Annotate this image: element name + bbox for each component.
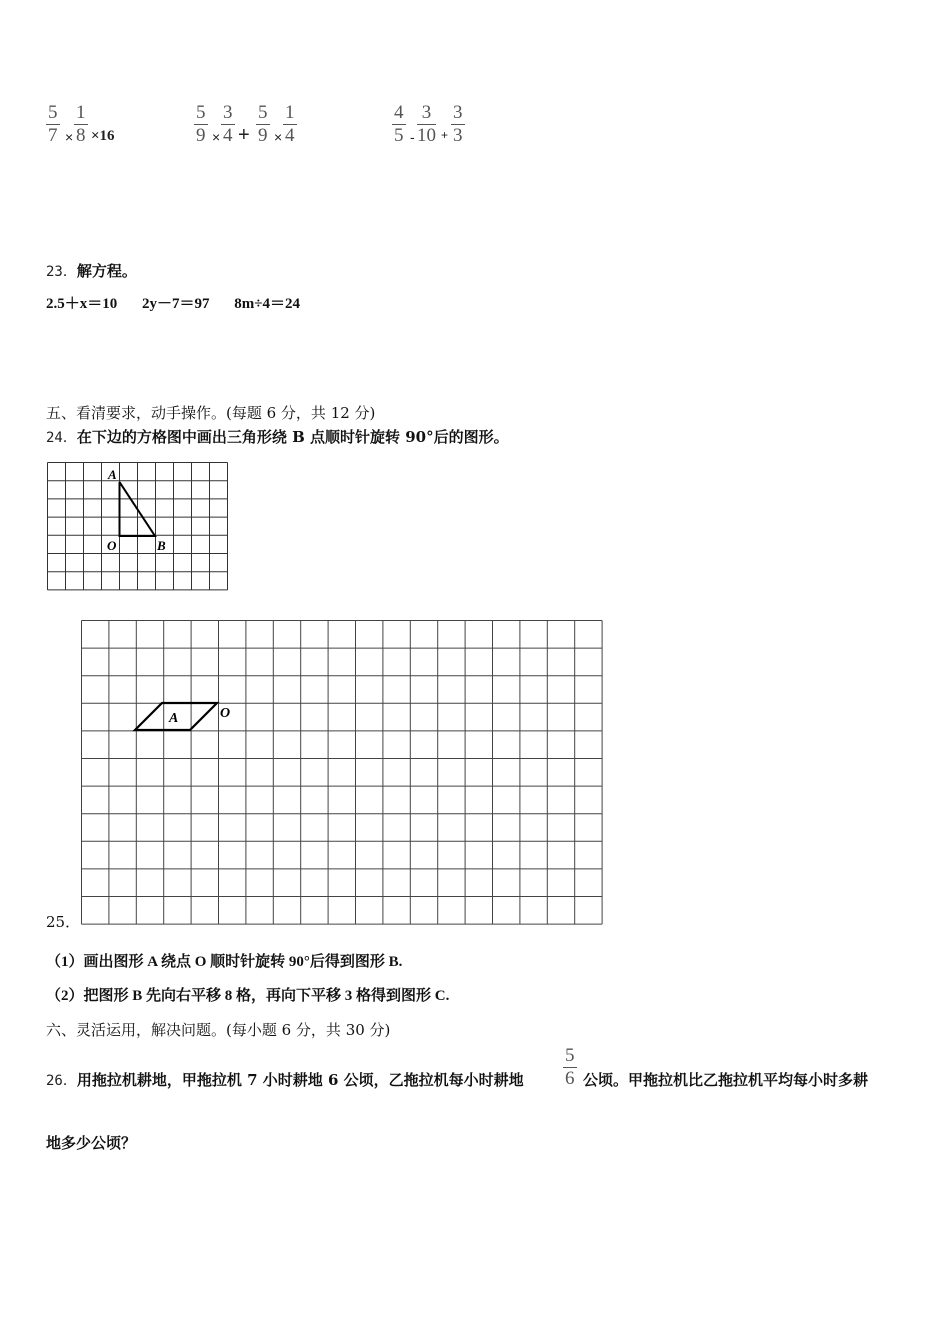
operator: × bbox=[212, 129, 221, 145]
numerator: 5 bbox=[196, 102, 206, 123]
section-heading: 五、看清要求，动手操作。(每题 6 分，共 12 分) bbox=[46, 404, 376, 422]
question-number: 23． bbox=[46, 264, 77, 280]
numerator: 5 bbox=[258, 102, 268, 123]
question-number: 24． bbox=[46, 430, 77, 446]
equations: 2.5＋x＝10 2y－7＝97 8m÷4＝24 bbox=[46, 296, 300, 312]
operator: × bbox=[274, 129, 283, 145]
point-label-o: O bbox=[220, 706, 231, 721]
operator: + bbox=[441, 128, 449, 142]
fraction bbox=[392, 102, 406, 147]
numerator: 5 bbox=[565, 1045, 575, 1066]
question-part-2: （2）把图形 B 先向右平移 8 格，再向下平移 3 格得到图形 C. bbox=[46, 988, 450, 1004]
fraction bbox=[46, 102, 60, 147]
operator: + bbox=[238, 124, 250, 146]
denominator: 8 bbox=[76, 125, 86, 146]
numerator: 3 bbox=[417, 102, 436, 125]
question-text-line-2: 地多少公顷？ bbox=[46, 1134, 137, 1152]
question-number: 26． bbox=[46, 1073, 77, 1089]
question-text: 用拖拉机耕地，甲拖拉机 7 小时耕地 6 公顷，乙拖拉机每小时耕地 bbox=[76, 1071, 524, 1089]
question-23 bbox=[46, 261, 137, 282]
denominator: 7 bbox=[48, 125, 58, 146]
shape-label-a: A bbox=[169, 711, 179, 726]
numerator: 1 bbox=[76, 102, 86, 123]
fraction bbox=[256, 102, 270, 147]
section-heading: 六、灵活运用，解决问题。(每小题 6 分，共 30 分) bbox=[46, 1021, 391, 1039]
numerator: 1 bbox=[285, 102, 295, 123]
denominator: 4 bbox=[223, 125, 233, 146]
vertex-label-b: B bbox=[157, 538, 166, 553]
vertex-label-o: O bbox=[107, 538, 117, 553]
question-text-continued: 公顷。甲拖拉机比乙拖拉机平均每小时多耕 bbox=[583, 1071, 869, 1089]
fraction bbox=[194, 102, 208, 147]
fraction bbox=[221, 102, 235, 147]
operator: - bbox=[410, 129, 415, 145]
question-title: 解方程。 bbox=[76, 262, 137, 280]
denominator: 5 bbox=[394, 125, 404, 146]
fraction bbox=[417, 102, 436, 147]
numerator: 3 bbox=[453, 102, 463, 123]
fraction bbox=[74, 102, 88, 147]
fraction bbox=[283, 102, 297, 147]
vertex-label-a: A bbox=[108, 467, 117, 482]
question-number: 25． bbox=[46, 913, 81, 931]
grid-lines bbox=[48, 463, 228, 590]
fraction bbox=[451, 102, 465, 147]
grid-lines bbox=[82, 621, 603, 925]
question-24 bbox=[46, 427, 509, 448]
expression-tail: ×16 bbox=[91, 128, 115, 144]
denominator: 9 bbox=[196, 125, 206, 146]
triangle-grid bbox=[46, 461, 231, 593]
denominator: 3 bbox=[453, 125, 463, 146]
numerator: 5 bbox=[48, 102, 58, 123]
parallelogram-grid bbox=[80, 619, 603, 928]
numerator: 3 bbox=[223, 102, 233, 123]
operator: × bbox=[65, 129, 74, 145]
question-text: 在下边的方格图中画出三角形绕 B 点顺时针旋转 90°后的图形。 bbox=[76, 428, 509, 446]
fraction bbox=[563, 1045, 577, 1090]
denominator: 9 bbox=[258, 125, 268, 146]
denominator: 6 bbox=[565, 1068, 575, 1089]
question-26 bbox=[46, 1070, 524, 1091]
question-part-1: （1）画出图形 A 绕点 O 顺时针旋转 90°后得到图形 B. bbox=[46, 954, 403, 970]
denominator: 4 bbox=[285, 125, 295, 146]
numerator: 4 bbox=[394, 102, 404, 123]
denominator: 10 bbox=[417, 125, 436, 146]
